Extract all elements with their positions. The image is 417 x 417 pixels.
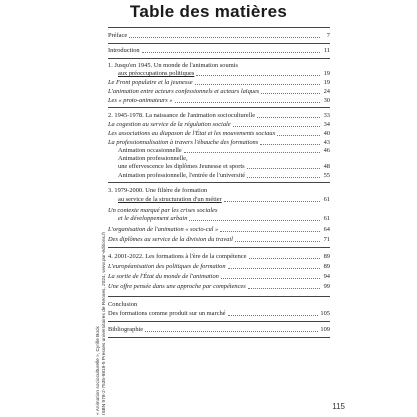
entry-label: Bibliographie — [108, 326, 144, 333]
entry-label: Des diplômes au service de la division du travail — [108, 236, 233, 243]
toc-entry-2-2[interactable] — [108, 130, 330, 138]
page-title: Table des matières — [129, 2, 288, 21]
entry-label: L'organisation de l'animation « socio-cul » — [108, 226, 219, 233]
entry-label: La sortie de l'État du monde de l'animation — [108, 273, 219, 280]
toc-entry-4-3[interactable] — [108, 283, 330, 291]
entry-label: 4. 2001-2022. Les formations à l'ère de la compétence — [108, 253, 247, 260]
entry-page: 89 — [323, 263, 330, 270]
entry-label: La cogestion au service de la régulation sociale — [108, 121, 231, 128]
toc-entry-preface[interactable] — [108, 32, 330, 40]
entry-page: 30 — [323, 97, 330, 104]
sidebar-line-2: ISBN 978-2-7535-9819-5 Presses universitaires de Rennes, 2024, www.pur-editions.fr — [102, 231, 107, 415]
toc-entry-introduction[interactable] — [108, 47, 330, 55]
entry-page: 94 — [323, 273, 330, 280]
toc-entry-3-1[interactable] — [108, 215, 330, 223]
entry-page: 46 — [323, 147, 330, 154]
sidebar-line-1: « Animation socioculturelle », Cyrille Bock — [96, 326, 101, 415]
toc-entry-3-2[interactable] — [108, 226, 330, 234]
entry-label: Les associations au diapason de l'État et les mouvements sociaux — [108, 130, 276, 137]
toc-entry-2-3-c[interactable] — [108, 172, 330, 180]
entry-label: Animation professionnelle, — [118, 155, 188, 162]
entry-page: 43 — [323, 139, 330, 146]
divider — [108, 43, 330, 44]
toc-entry-2-3-b[interactable] — [108, 163, 330, 171]
copyright-sidebar — [96, 232, 108, 415]
toc-entry-2-1[interactable] — [108, 121, 330, 129]
divider — [108, 321, 330, 322]
entry-page: 55 — [323, 172, 330, 179]
entry-label: 3. 1979-2000. Une filière de formation — [108, 187, 208, 194]
entry-label: Des formations comme produit sur un marché — [108, 310, 226, 317]
entry-page: 48 — [323, 163, 330, 170]
toc-chapter-2[interactable] — [108, 112, 330, 120]
toc-entry-2-3-b-line1[interactable] — [108, 155, 340, 163]
entry-page: 24 — [323, 88, 330, 95]
toc-entry-4-2[interactable] — [108, 273, 330, 281]
entry-page: 89 — [323, 253, 330, 260]
entry-label: au service de la structuration d'un métier — [118, 196, 222, 203]
toc-chapter-3-line1[interactable] — [108, 187, 330, 195]
page-number: 115 — [332, 402, 345, 411]
divider — [108, 247, 330, 248]
toc-entry-1-2[interactable] — [108, 88, 330, 96]
toc-entry-1-1[interactable] — [108, 79, 330, 87]
entry-page: 19 — [323, 70, 330, 77]
toc-entry-2-3[interactable] — [108, 139, 330, 147]
divider — [108, 182, 330, 183]
entry-label: et le développement urbain — [118, 215, 188, 222]
toc-entry-2-3-a[interactable] — [108, 147, 330, 155]
divider — [108, 337, 330, 338]
entry-label: une effervescence les diplômes Jeunesse et sports — [118, 163, 245, 170]
entry-page: 71 — [323, 236, 330, 243]
toc-entry-conclusion-1[interactable] — [108, 310, 330, 318]
entry-page: 99 — [323, 283, 330, 290]
entry-page: 109 — [320, 326, 330, 333]
entry-page: 40 — [323, 130, 330, 137]
entry-label: Animation professionnelle, l'entrée de l'université — [118, 172, 246, 179]
entry-page: 33 — [323, 112, 330, 119]
toc-entry-3-3[interactable] — [108, 236, 330, 244]
entry-label: La professionnalisation à travers l'ébauche des formations — [108, 139, 259, 146]
entry-label: 1. Jusqu'en 1945. Un monde de l'animation soumis — [108, 62, 238, 69]
entry-page: 64 — [323, 226, 330, 233]
entry-page: 61 — [323, 196, 330, 203]
entry-page: 19 — [323, 79, 330, 86]
toc-chapter-3[interactable] — [108, 196, 330, 204]
entry-label: 2. 1945-1978. La naissance de l'animation socioculturelle — [108, 112, 256, 119]
toc-chapter-4[interactable] — [108, 253, 330, 261]
entry-page: 11 — [323, 47, 330, 54]
entry-label: aux préoccupations politiques — [118, 70, 195, 77]
entry-label: Les « proto-animateurs » — [108, 97, 173, 104]
divider — [108, 296, 330, 297]
entry-label: Un contexte marqué par les crises sociales — [108, 207, 218, 214]
toc-chapter-1[interactable] — [108, 70, 330, 78]
entry-label: L'animation entre acteurs confessionnels et acteurs laïques — [108, 88, 260, 95]
entry-label: Animation occasionnelle — [118, 147, 182, 154]
toc-entry-bibliographie[interactable] — [108, 326, 330, 334]
entry-label: Le Front populaire et la jeunesse — [108, 79, 193, 86]
entry-page: 61 — [323, 215, 330, 222]
entry-page: 105 — [320, 310, 330, 317]
entry-label: Une offre pensée dans une approche par compétences — [108, 283, 246, 290]
entry-page: 7 — [326, 32, 330, 39]
entry-label: Introduction — [108, 47, 140, 54]
entry-label: L'européanisation des politiques de formation — [108, 263, 226, 270]
toc-entry-3-1-line1[interactable] — [108, 207, 330, 215]
entry-page: 34 — [323, 121, 330, 128]
entry-label: Préface — [108, 32, 128, 39]
entry-label: Conclusion — [108, 301, 138, 308]
divider — [108, 107, 330, 108]
divider — [108, 58, 330, 59]
toc-chapter-1-line1[interactable] — [108, 62, 330, 70]
toc-conclusion-heading[interactable] — [108, 301, 330, 309]
toc-entry-4-1[interactable] — [108, 263, 330, 271]
divider — [108, 27, 330, 28]
toc-entry-1-3[interactable] — [108, 97, 330, 105]
